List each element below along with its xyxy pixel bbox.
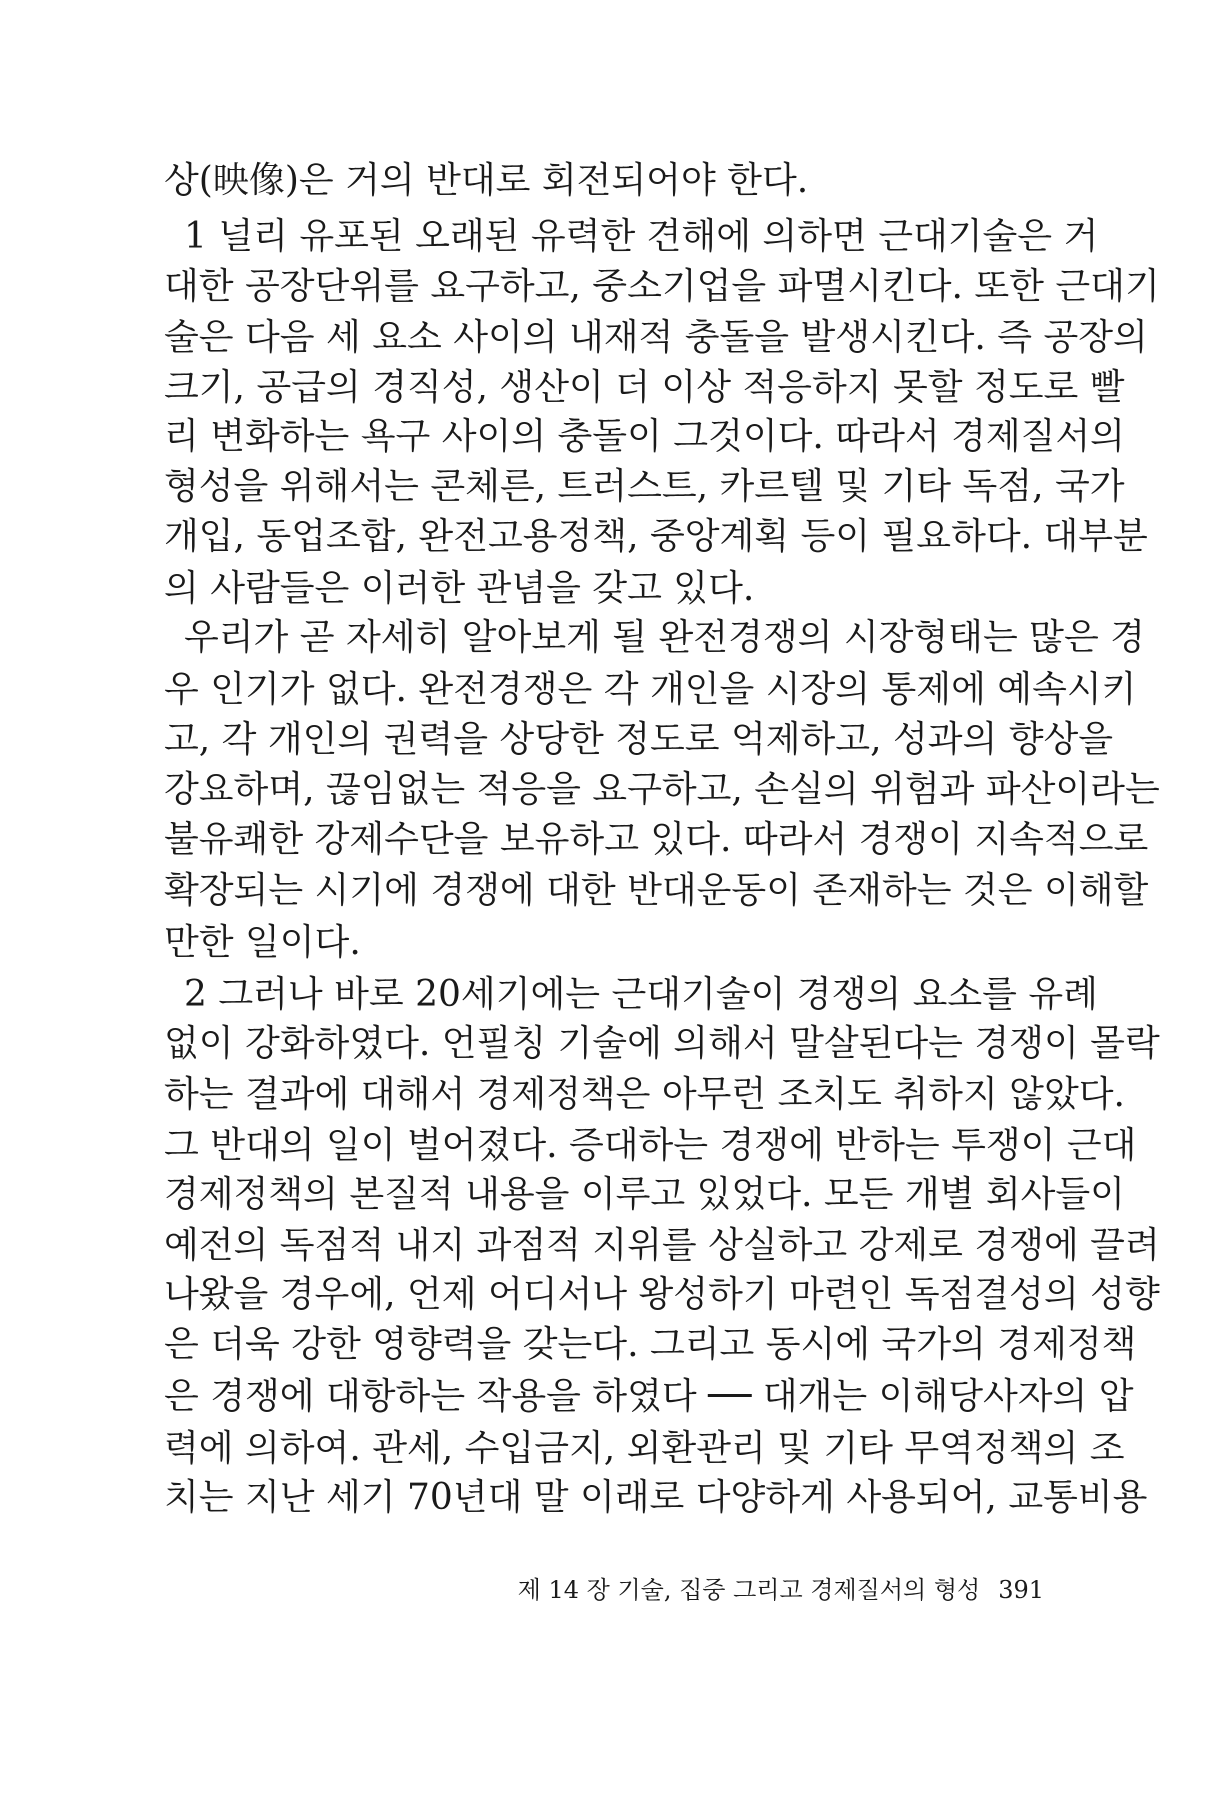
text-line: 은 더욱 강한 영향력을 갖는다. 그리고 동시에 국가의 경제정책 <box>164 1324 1137 1365</box>
text-line: 만한 일이다. <box>164 922 361 963</box>
text-line: 확장되는 시기에 경쟁에 대한 반대운동이 존재하는 것은 이해할 <box>164 870 1149 911</box>
text-line: 그 반대의 일이 벌어졌다. 증대하는 경쟁에 반하는 투쟁이 근대 <box>164 1125 1137 1166</box>
text-line: 개입, 동업조합, 완전고용정책, 중앙계획 등이 필요하다. 대부분 <box>164 516 1148 557</box>
text-line: 치는 지난 세기 70년대 말 이래로 다양하게 사용되어, 교통비용 <box>164 1477 1148 1518</box>
text-line: 1 널리 유포된 오래된 유력한 견해에 의하면 근대기술은 거 <box>184 216 1099 257</box>
text-line: 의 사람들은 이러한 관념을 갖고 있다. <box>164 568 755 609</box>
text-line: 나왔을 경우에, 언제 어디서나 왕성하기 마련인 독점결성의 성향 <box>164 1274 1160 1315</box>
text-line: 불유쾌한 강제수단을 보유하고 있다. 따라서 경쟁이 지속적으로 <box>164 819 1149 860</box>
text-line: 크기, 공급의 경직성, 생산이 더 이상 적응하지 못할 정도로 빨 <box>164 367 1125 408</box>
text-line: 은 경쟁에 대항하는 작용을 하였다 ── 대개는 이해당사자의 압 <box>164 1376 1134 1417</box>
text-line: 경제정책의 본질적 내용을 이루고 있었다. 모든 개별 회사들이 <box>164 1174 1125 1215</box>
text-line: 2 그러나 바로 20세기에는 근대기술이 경쟁의 요소를 유례 <box>184 974 1098 1015</box>
text-line: 상(映像)은 거의 반대로 회전되어야 한다. <box>164 160 809 201</box>
text-line: 우리가 곧 자세히 알아보게 될 완전경쟁의 시장형태는 많은 경 <box>184 617 1145 658</box>
text-line: 력에 의하여. 관세, 수입금지, 외환관리 및 기타 무역정책의 조 <box>164 1428 1125 1469</box>
page-footer <box>518 1575 1044 1605</box>
text-line: 고, 각 개인의 권력을 상당한 정도로 억제하고, 성과의 향상을 <box>164 719 1114 760</box>
text-line: 없이 강화하였다. 언필칭 기술에 의해서 말살된다는 경쟁이 몰락 <box>164 1023 1160 1064</box>
text-line: 예전의 독점적 내지 과점적 지위를 상실하고 강제로 경쟁에 끌려 <box>164 1225 1160 1266</box>
text-line: 대한 공장단위를 요구하고, 중소기업을 파멸시킨다. 또한 근대기 <box>164 266 1160 307</box>
running-head: 제 14 장 기술, 집중 그리고 경제질서의 형성 <box>517 1576 981 1604</box>
page-number: 391 <box>998 1576 1044 1604</box>
text-line: 하는 결과에 대해서 경제정책은 아무런 조치도 취하지 않았다. <box>164 1074 1125 1115</box>
text-line: 술은 다음 세 요소 사이의 내재적 충돌을 발생시킨다. 즉 공장의 <box>164 317 1148 358</box>
text-line: 우 인기가 없다. 완전경쟁은 각 개인을 시장의 통제에 예속시키 <box>164 669 1137 710</box>
text-line: 강요하며, 끊임없는 적응을 요구하고, 손실의 위험과 파산이라는 <box>164 769 1160 810</box>
text-line: 형성을 위해서는 콘체른, 트러스트, 카르텔 및 기타 독점, 국가 <box>164 466 1125 507</box>
text-line: 리 변화하는 욕구 사이의 충돌이 그것이다. 따라서 경제질서의 <box>164 416 1125 457</box>
